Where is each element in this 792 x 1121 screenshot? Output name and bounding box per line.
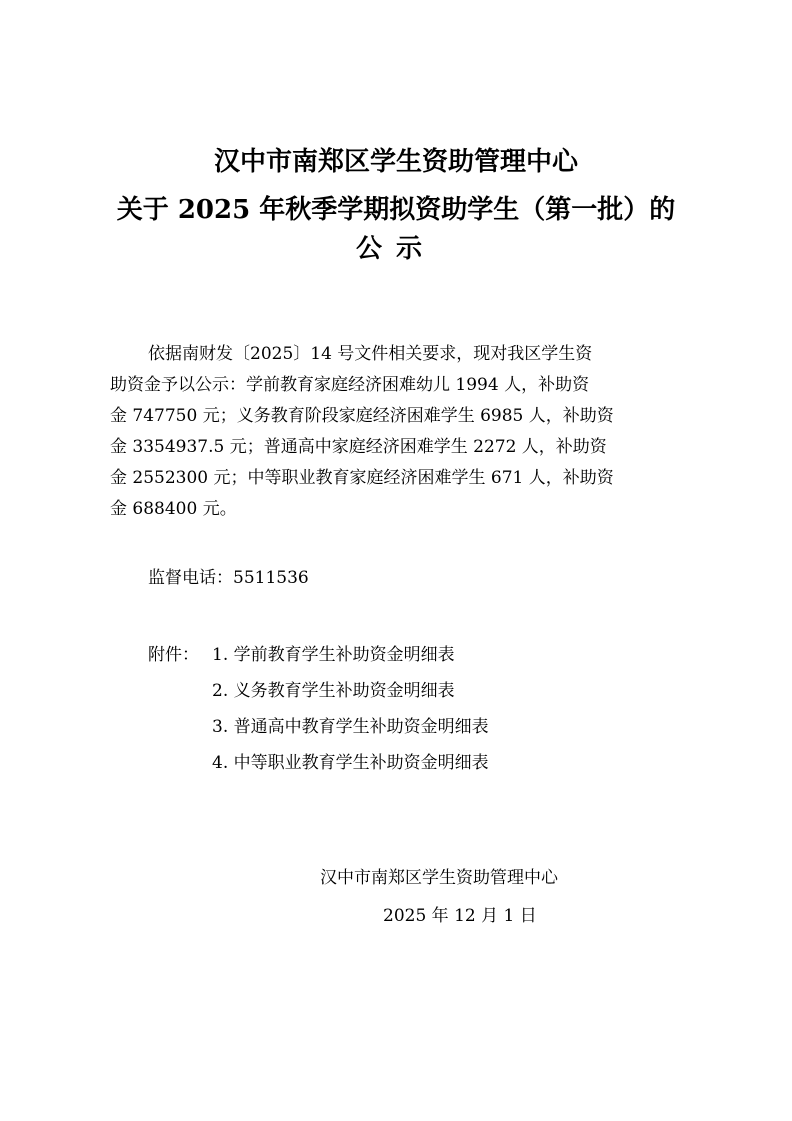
title-line-1: 汉中市南郑区学生资助管理中心	[213, 147, 578, 177]
attachment-label-3: 3. 普通高中教育学生补助资金明细表	[212, 717, 489, 737]
title-line-2: 关于 2025 年秋季学期拟资助学生（第一批）的	[116, 195, 676, 225]
supervision-hotline: 监督电话：5511536	[148, 568, 309, 588]
notice-body	[110, 339, 690, 525]
attachment-item-2	[148, 673, 489, 709]
attachment-item-4	[148, 745, 489, 781]
title-line-3: 公示	[355, 234, 436, 264]
attachment-item-1	[148, 637, 489, 673]
signature-org: 汉中市南郑区学生资助管理中心	[320, 868, 558, 888]
attachment-label-2: 2. 义务教育学生补助资金明细表	[212, 681, 455, 701]
body-line-1: 依据南财发〔2025〕14 号文件相关要求，现对我区学生资	[148, 344, 593, 364]
attachment-item-3	[148, 709, 489, 745]
attachment-label-4: 4. 中等职业教育学生补助资金明细表	[212, 753, 489, 773]
attachment-list	[148, 637, 489, 781]
body-line-4: 金 3354937.5 元；普通高中家庭经济困难学生 2272 人，补助资	[110, 437, 607, 457]
body-line-2: 助资金予以公示：学前教育家庭经济困难幼儿 1994 人，补助资	[110, 375, 590, 395]
attachment-prefix: 附件：	[148, 645, 199, 665]
body-line-3: 金 747750 元；义务教育阶段家庭经济困难学生 6985 人，补助资	[110, 406, 614, 426]
signature-date: 2025 年 12 月 1 日	[383, 906, 537, 926]
body-line-5: 金 2552300 元；中等职业教育家庭经济困难学生 671 人，补助资	[110, 468, 614, 488]
body-line-6: 金 688400 元。	[110, 499, 237, 519]
attachment-label-1: 1. 学前教育学生补助资金明细表	[212, 645, 455, 665]
signature-block	[320, 859, 620, 935]
